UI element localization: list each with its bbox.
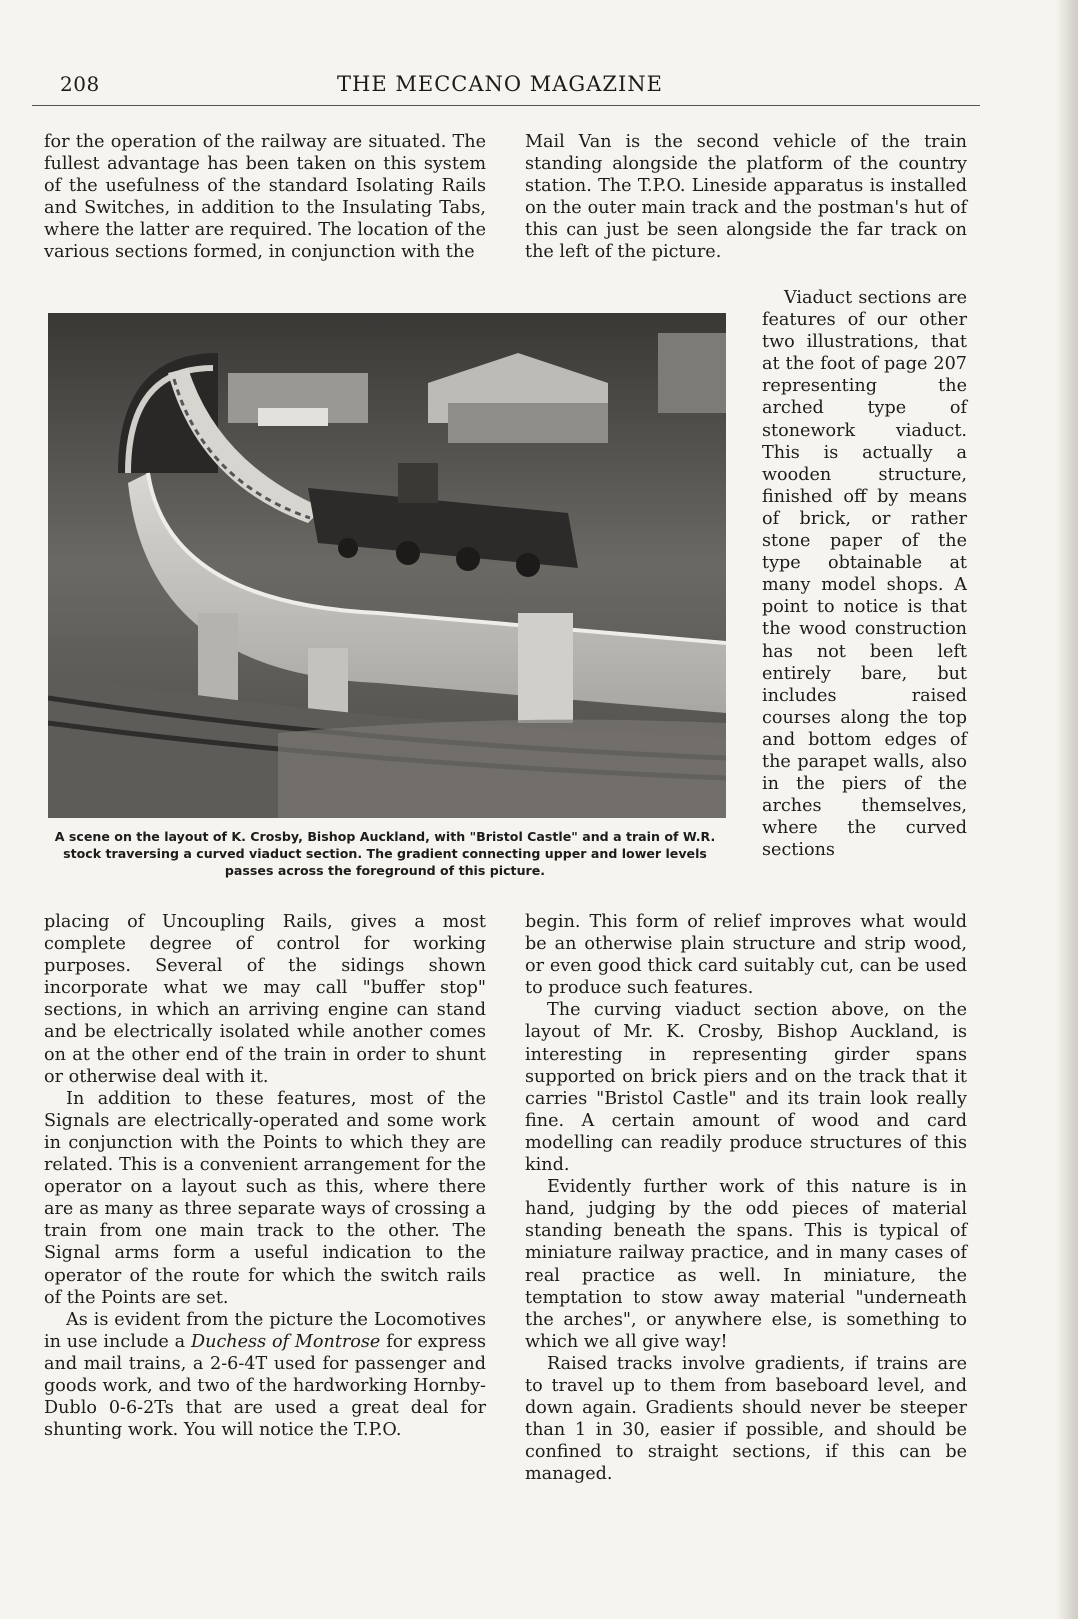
text-run: As is evident from the picture the Locomotives in use include a <box>44 1309 486 1352</box>
right-column-bottom <box>525 911 967 1485</box>
header-rule <box>32 105 980 106</box>
paragraph: Raised tracks involve gradients, if trains are to travel up to them from baseboard level, and down again. Gradients should never be steeper than 1 in 30, easier if possible, and should be confined to straight sections, if this can be managed. <box>525 1353 967 1485</box>
page-edge-shadow <box>1056 0 1078 1619</box>
paragraph: Evidently further work of this nature is in hand, judging by the odd pieces of material standing beneath the spans. This is typical of miniature railway practice, and in many cases of real practice as well. In miniature, the temptation to stow away material "underneath the arches", or anywhere else, is something to which we all give way! <box>525 1177 967 1352</box>
paragraph: for the operation of the railway are situated. The fullest advantage has been taken on this system of the usefulness of the standard Isolating Rails and Switches, in addition to the Insulating Tabs, where the latter are required. The location of the various sections formed, in conjunction with the <box>44 132 486 263</box>
paragraph: Mail Van is the second vehicle of the train standing alongside the platform of the country station. The T.P.O. Lineside apparatus is installed on the outer main track and the postman's hut of this can just be seen alongside the far track on the left of the picture. <box>525 132 967 263</box>
viaduct-photo-illustration <box>48 313 726 818</box>
paragraph <box>44 1309 486 1442</box>
left-column-top <box>44 131 486 264</box>
paragraph: placing of Uncoupling Rails, gives a most complete degree of control for working purposes. Several of the sidings shown incorporate what we may call "buffer stop" sections, in which an arriving engine can stand and be electrically isolated while another comes on at the other end of the train in order to shunt or otherwise deal with it. <box>44 912 486 1087</box>
magazine-title: THE MECCANO MAGAZINE <box>337 72 663 96</box>
paragraph: Viaduct sections are features of our other two illustrations, that at the foot of page 207 representing the arched type of stonework viaduct. This is actually a wooden structure, finished off by means of brick, or rather stone paper of the type obtainable at many model shops. A point to notice is that the wood construction has not been left entirely bare, but includes raised courses along the top and bottom edges of the parapet walls, also in the piers of the arches themselves, where the curved sections <box>762 288 967 861</box>
paragraph: In addition to these features, most of the Signals are electrically-operated and some work in conjunction with the Points to which they are related. This is a convenient arrangement for the operator on a layout such as this, where there are as many as three separate ways of crossing a train from one main track to the other. The Signal arms form a useful indication to the operator of the route for which the switch rails of the Points are set. <box>44 1088 486 1308</box>
locomotive-name: Duchess of Montrose <box>191 1331 381 1352</box>
paragraph: begin. This form of relief improves what would be an otherwise plain structure and strip wood, or even good thick card suitably cut, can be used to produce such features. <box>525 912 967 999</box>
page-number: 208 <box>60 72 100 96</box>
paragraph: The curving viaduct section above, on the layout of Mr. K. Crosby, Bishop Auckland, is interesting in representing girder spans supported on brick piers and on the track that it carries "Bristol Castle" and its train look really fine. A certain amount of wood and card modelling can readily produce structures of this kind. <box>525 1000 967 1176</box>
railway-photo <box>48 313 726 818</box>
text-run: for express and mail trains, a 2-6-4T used for passenger and goods work, and two of the hardworking Hornby-Dublo 0-6-2Ts that are used a great deal for shunting work. You will notice the T.P.O. <box>44 1331 487 1441</box>
right-column-top <box>525 131 967 264</box>
side-column <box>762 287 967 861</box>
left-column-bottom <box>44 911 486 1441</box>
photo-caption: A scene on the layout of K. Crosby, Bishop Auckland, with "Bristol Castle" and a train of W.R. stock traversing a curved viaduct section. The gradient connecting upper and lower levels passes across the foreground of this picture. <box>54 829 716 878</box>
